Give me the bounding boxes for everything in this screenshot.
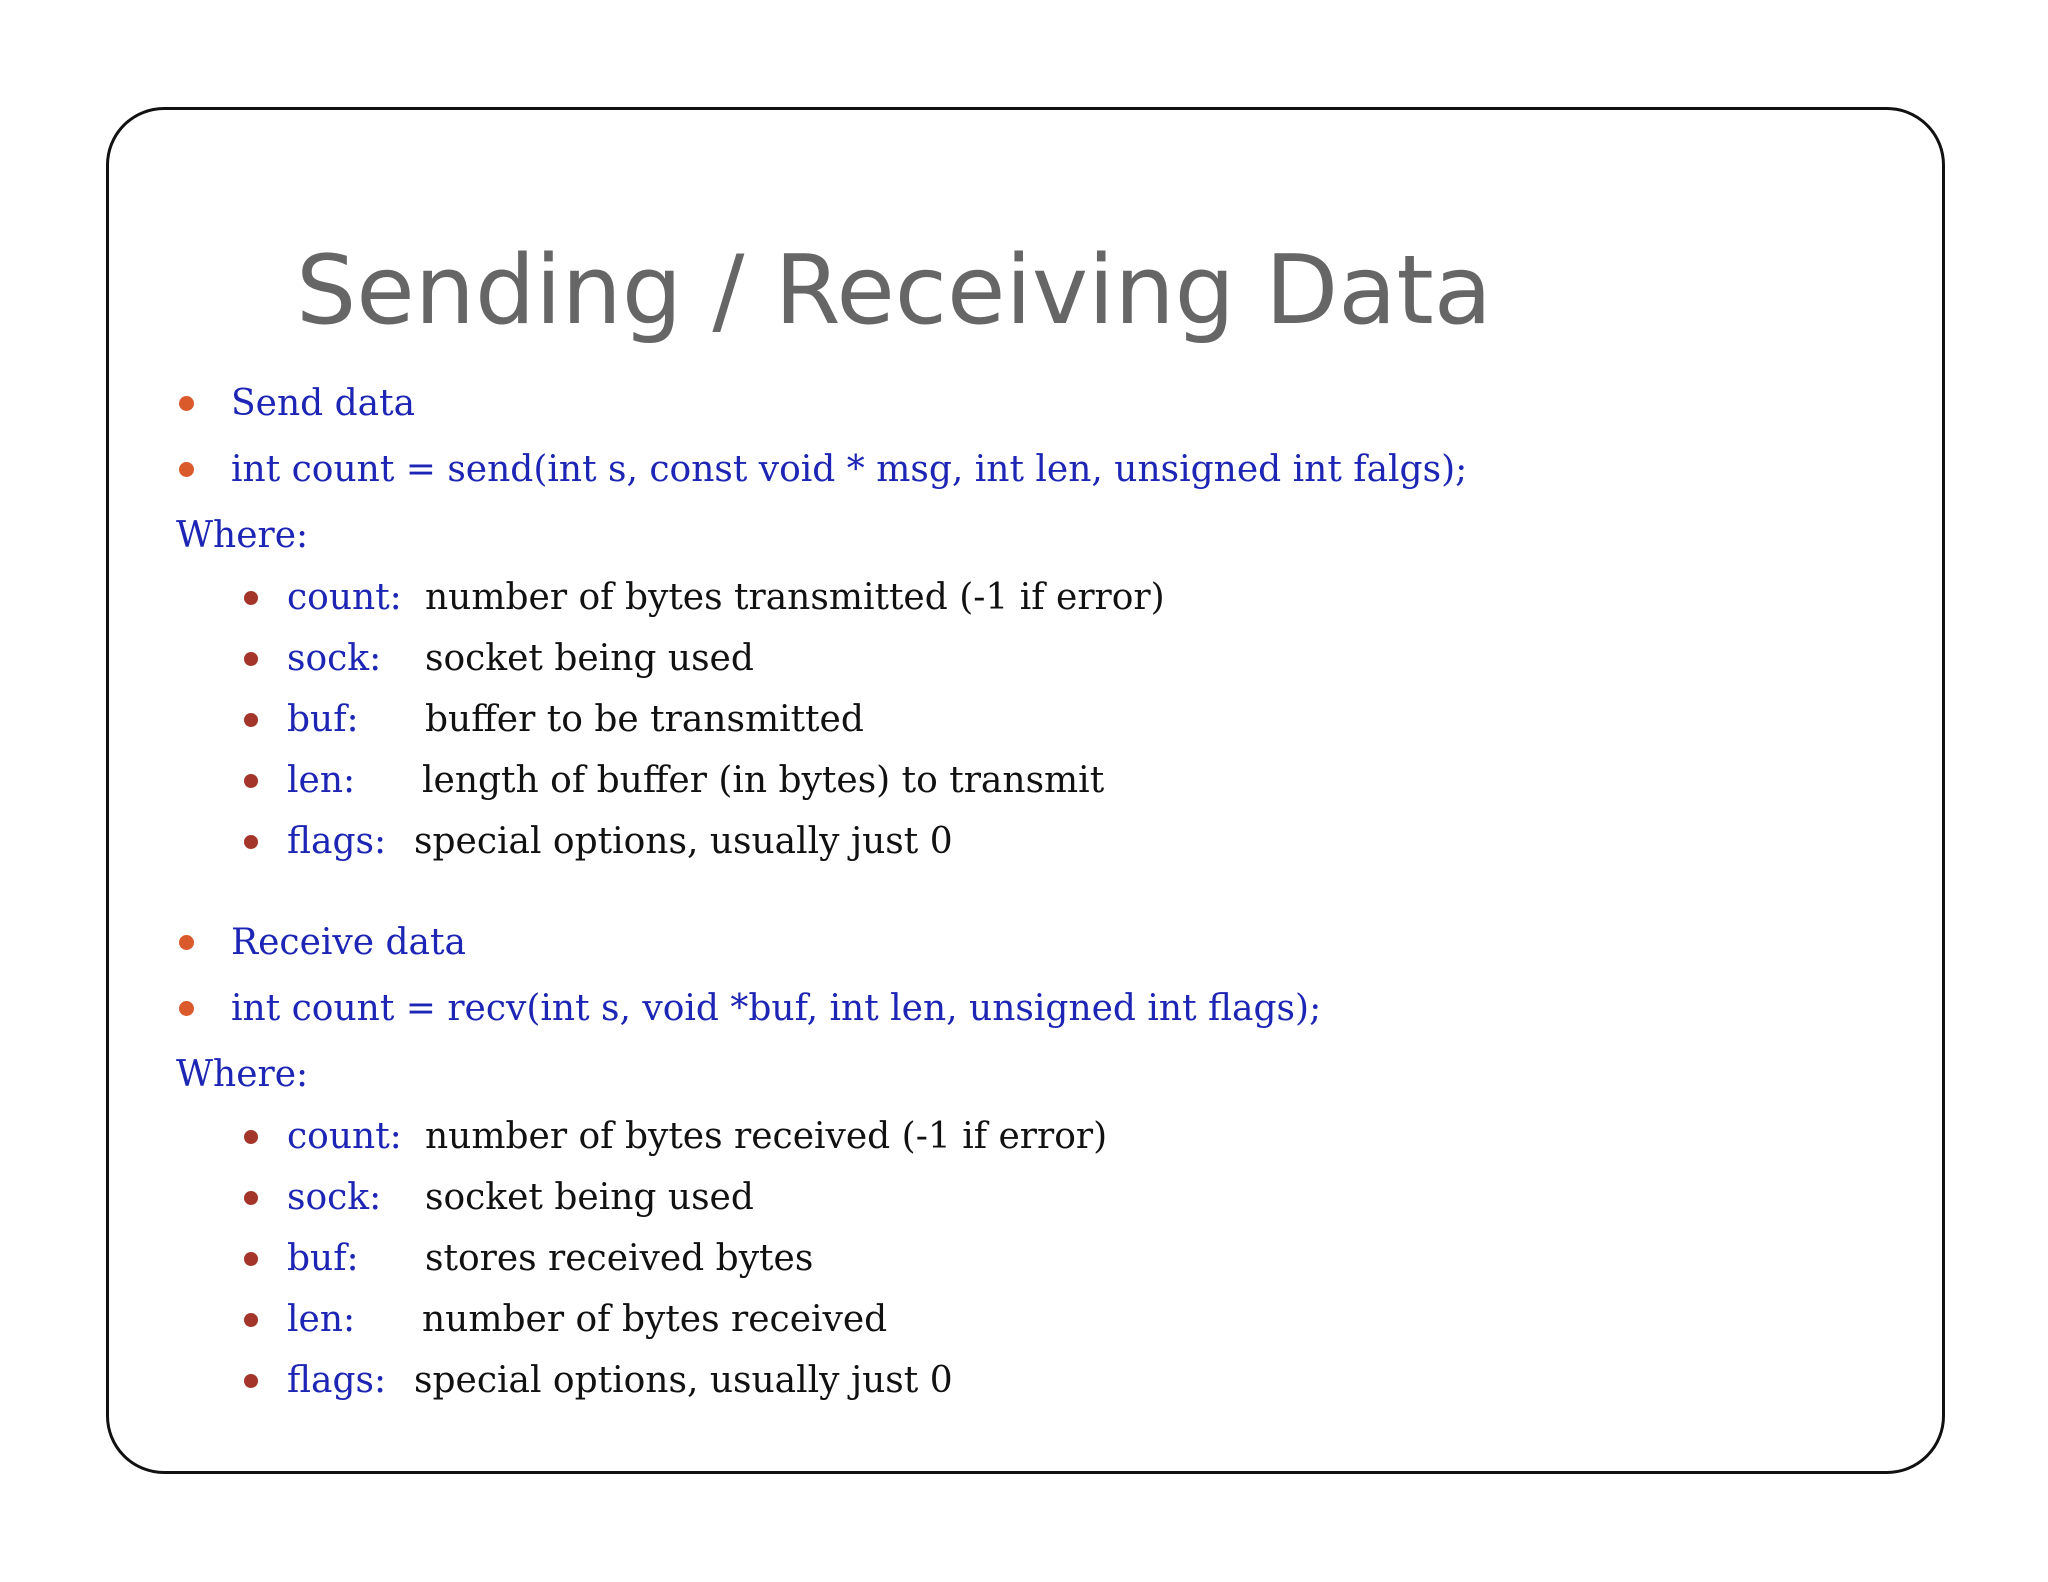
bullet-icon bbox=[244, 591, 258, 605]
param-name: sock: bbox=[287, 638, 382, 679]
param-name: len: bbox=[287, 1299, 356, 1340]
bullet-icon bbox=[179, 396, 194, 411]
send-where-label: Where: bbox=[176, 515, 309, 556]
bullet-icon bbox=[179, 462, 194, 477]
param-description: special options, usually just 0 bbox=[414, 821, 953, 862]
param-description: number of bytes received bbox=[422, 1299, 888, 1340]
param-name: buf: bbox=[287, 1238, 359, 1279]
param-description: stores received bytes bbox=[425, 1238, 814, 1279]
bullet-icon bbox=[244, 652, 258, 666]
bullet-icon bbox=[244, 1313, 258, 1327]
bullet-icon bbox=[244, 835, 258, 849]
bullet-icon bbox=[179, 935, 194, 950]
param-description: number of bytes transmitted (-1 if error) bbox=[425, 577, 1165, 618]
param-name: len: bbox=[287, 760, 356, 801]
param-name: count: bbox=[287, 1116, 402, 1157]
bullet-icon bbox=[244, 1130, 258, 1144]
param-name: flags: bbox=[287, 821, 387, 862]
bullet-icon bbox=[244, 1374, 258, 1388]
param-name: sock: bbox=[287, 1177, 382, 1218]
param-name: flags: bbox=[287, 1360, 387, 1401]
send-heading: Send data bbox=[231, 383, 416, 424]
send-signature: int count = send(int s, const void * msg, int len, unsigned int falgs); bbox=[231, 449, 1468, 490]
bullet-icon bbox=[244, 1191, 258, 1205]
bullet-icon bbox=[179, 1001, 194, 1016]
param-description: socket being used bbox=[425, 1177, 754, 1218]
slide-title: Sending / Receiving Data bbox=[296, 236, 1492, 346]
param-description: length of buffer (in bytes) to transmit bbox=[422, 760, 1105, 801]
param-name: count: bbox=[287, 577, 402, 618]
bullet-icon bbox=[244, 713, 258, 727]
bullet-icon bbox=[244, 774, 258, 788]
param-description: socket being used bbox=[425, 638, 754, 679]
recv-where-label: Where: bbox=[176, 1054, 309, 1095]
param-description: number of bytes received (-1 if error) bbox=[425, 1116, 1108, 1157]
param-description: buffer to be transmitted bbox=[425, 699, 864, 740]
bullet-icon bbox=[244, 1252, 258, 1266]
param-description: special options, usually just 0 bbox=[414, 1360, 953, 1401]
recv-heading: Receive data bbox=[231, 922, 466, 963]
param-name: buf: bbox=[287, 699, 359, 740]
recv-signature: int count = recv(int s, void *buf, int len, unsigned int flags); bbox=[231, 988, 1322, 1029]
